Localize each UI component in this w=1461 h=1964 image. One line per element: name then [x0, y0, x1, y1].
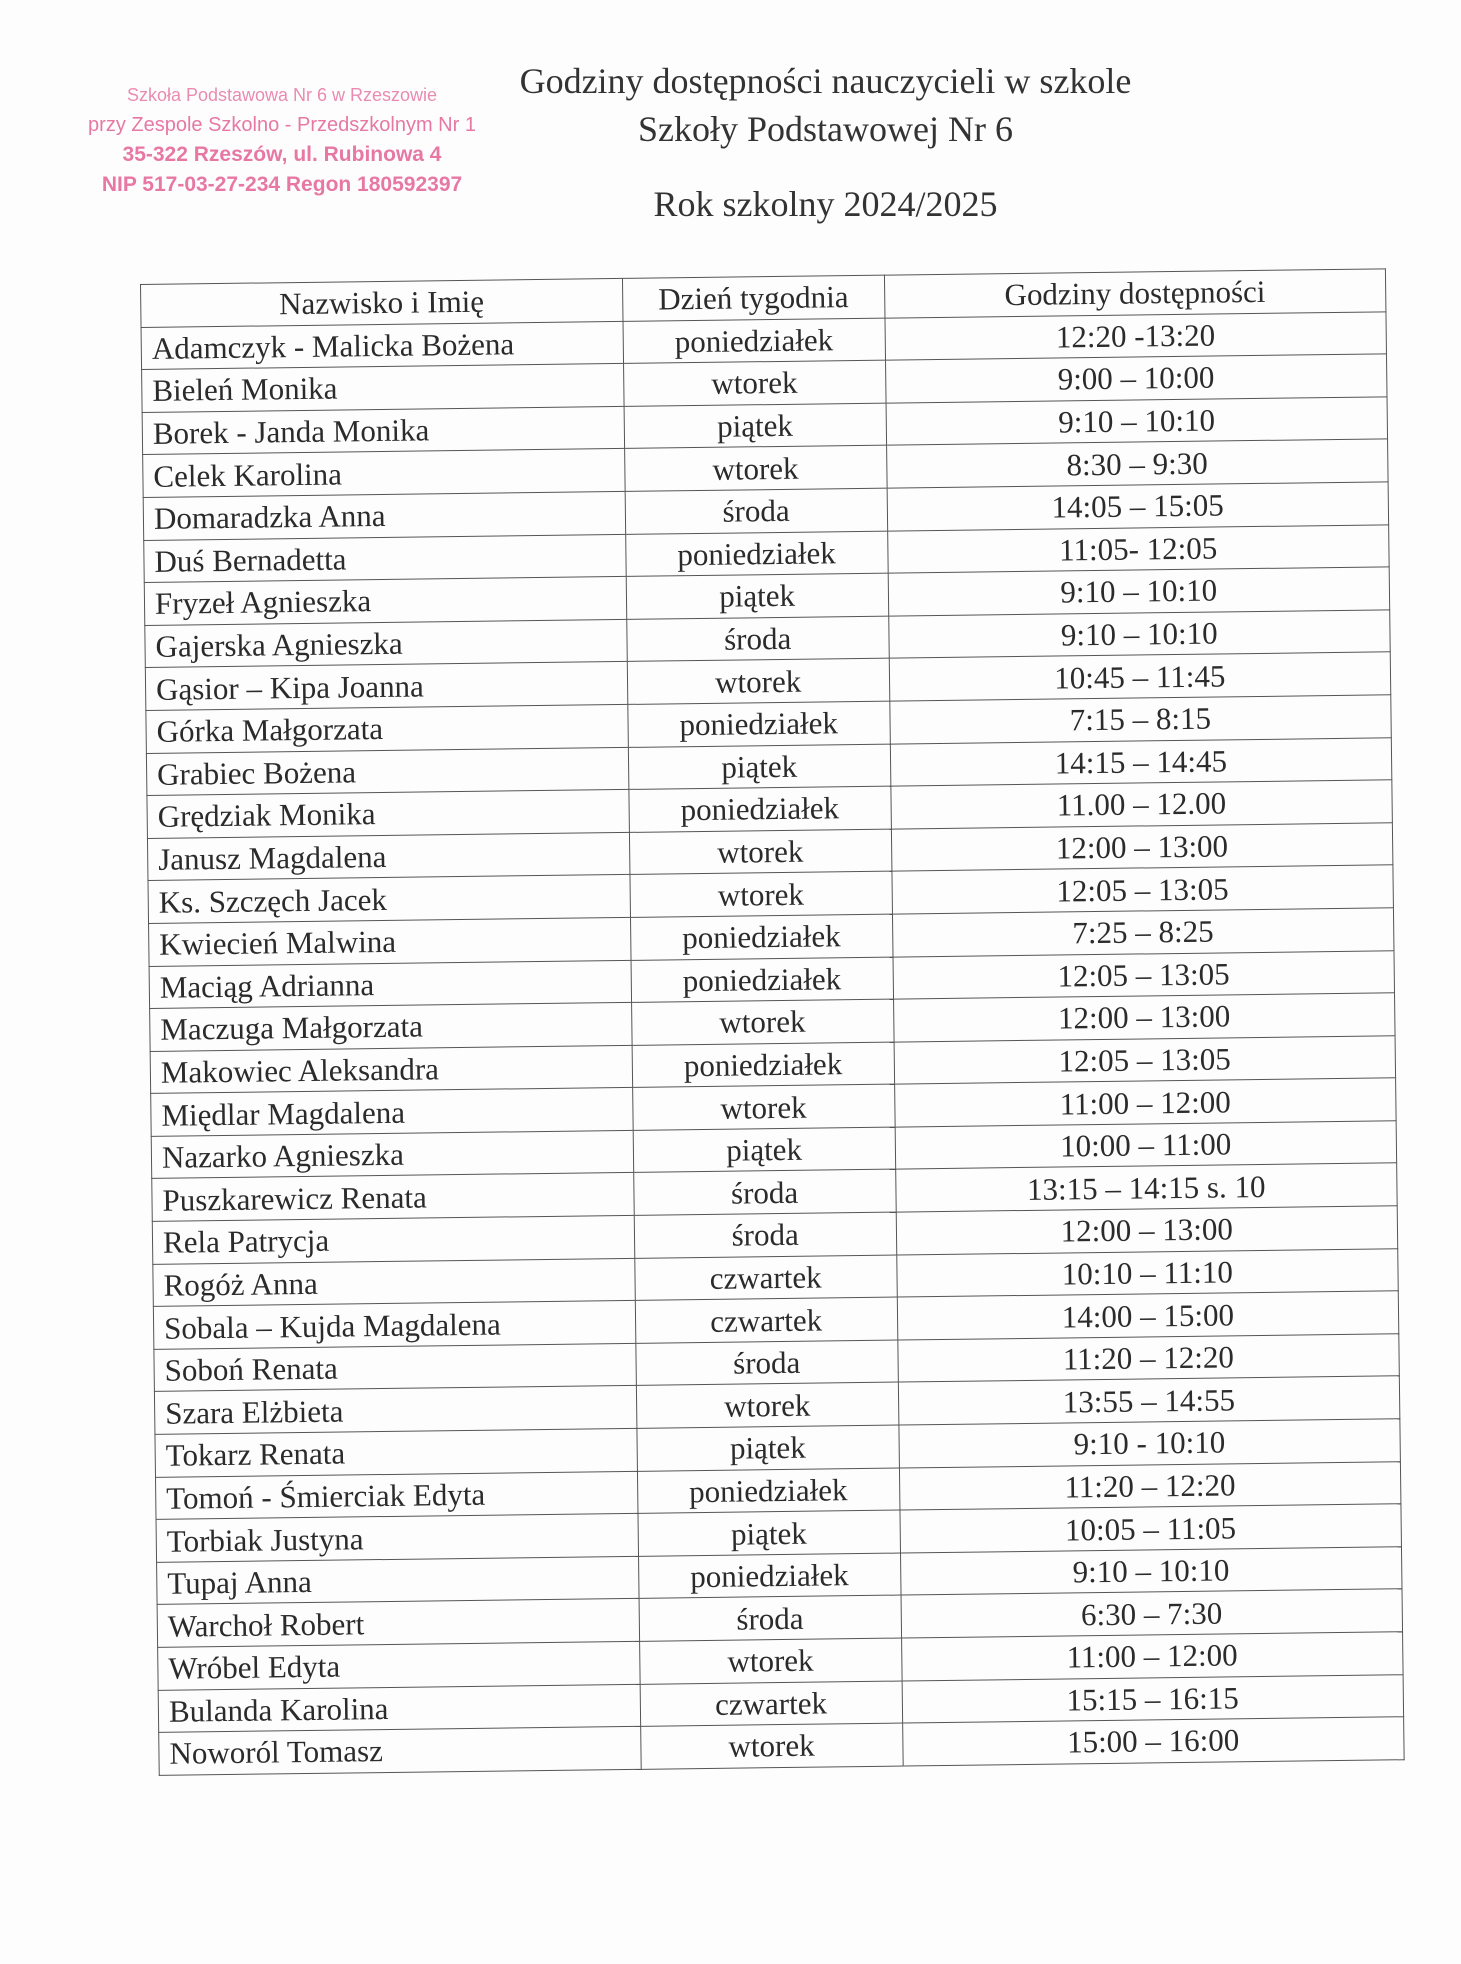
availability-table — [140, 268, 1405, 1775]
hours-cell: 9:10 - 10:10 — [898, 1419, 1400, 1468]
teacher-name-cell: Torbiak Justyna — [156, 1514, 638, 1563]
teacher-name-cell: Tokarz Renata — [155, 1428, 637, 1477]
weekday-cell: poniedziałek — [631, 957, 893, 1003]
teacher-name-cell: Rela Patrycja — [152, 1215, 634, 1264]
weekday-cell: piątek — [624, 403, 886, 449]
weekday-cell: środa — [634, 1212, 896, 1258]
teacher-name-cell: Borek - Janda Monika — [142, 406, 624, 455]
teacher-name-cell: Tupaj Anna — [157, 1556, 639, 1605]
hours-cell: 10:00 – 11:00 — [895, 1121, 1397, 1170]
hours-cell: 12:05 – 13:05 — [892, 865, 1394, 914]
weekday-cell: poniedziałek — [632, 1042, 894, 1088]
hours-cell: 14:05 – 15:05 — [887, 482, 1389, 531]
teacher-name-cell: Bieleń Monika — [142, 364, 624, 413]
teacher-name-cell: Maczuga Małgorzata — [150, 1002, 632, 1051]
hours-cell: 12:00 – 13:00 — [893, 993, 1395, 1042]
hours-cell: 9:10 – 10:10 — [900, 1547, 1402, 1596]
weekday-cell: wtorek — [631, 999, 893, 1045]
weekday-cell: poniedziałek — [623, 318, 885, 364]
hours-cell: 10:10 – 11:10 — [896, 1248, 1398, 1297]
hours-cell: 12:00 – 13:00 — [896, 1206, 1398, 1255]
school-year: Rok szkolny 2024/2025 — [653, 184, 998, 224]
teacher-name-cell: Górka Małgorzata — [146, 704, 628, 753]
hours-cell: 13:55 – 14:55 — [898, 1376, 1400, 1425]
stamp-line-school: Szkoła Podstawowa Nr 6 w Rzeszowie — [126, 85, 438, 105]
hours-cell: 9:10 – 10:10 — [886, 397, 1388, 446]
weekday-cell: środa — [636, 1340, 898, 1386]
weekday-cell: piątek — [633, 1127, 895, 1173]
weekday-cell: wtorek — [639, 1638, 901, 1684]
teacher-name-cell: Gąsior – Kipa Joanna — [145, 662, 627, 711]
weekday-cell: poniedziałek — [625, 531, 887, 577]
teacher-name-cell: Wróbel Edyta — [158, 1641, 640, 1690]
weekday-cell: wtorek — [623, 360, 885, 406]
weekday-cell: czwartek — [634, 1255, 896, 1301]
table-body — [141, 311, 1404, 1775]
hours-cell: 7:15 – 8:15 — [889, 695, 1391, 744]
teacher-name-cell: Ks. Szczęch Jacek — [148, 875, 630, 924]
teacher-name-cell: Noworól Tomasz — [159, 1727, 641, 1776]
weekday-cell: czwartek — [640, 1681, 902, 1727]
teacher-name-cell: Celek Karolina — [143, 449, 625, 498]
weekday-cell: piątek — [628, 744, 890, 790]
weekday-cell: wtorek — [640, 1723, 902, 1769]
teacher-name-cell: Tomoń - Śmierciak Edyta — [155, 1471, 637, 1520]
stamp-line-nip: NIP 517-03-27-234 Regon 180592397 — [101, 173, 463, 196]
weekday-cell: wtorek — [624, 446, 886, 492]
teacher-name-cell: Makowiec Aleksandra — [150, 1045, 632, 1094]
column-header-day: Dzień tygodnia — [622, 275, 884, 321]
weekday-cell: wtorek — [627, 658, 889, 704]
teacher-name-cell: Maciąg Adrianna — [149, 960, 631, 1009]
teacher-name-cell: Bulanda Karolina — [158, 1684, 640, 1733]
weekday-cell: piątek — [637, 1425, 899, 1471]
hours-cell: 11.00 – 12.00 — [890, 780, 1392, 829]
hours-cell: 12:05 – 13:05 — [894, 1035, 1396, 1084]
hours-cell: 11:05- 12:05 — [887, 524, 1389, 573]
weekday-cell: piątek — [626, 573, 888, 619]
hours-cell: 10:45 – 11:45 — [889, 652, 1391, 701]
weekday-cell: poniedziałek — [629, 786, 891, 832]
teacher-name-cell: Duś Bernadetta — [144, 534, 626, 583]
hours-cell: 13:15 – 14:15 s. 10 — [895, 1163, 1397, 1212]
teacher-name-cell: Fryzeł Agnieszka — [144, 577, 626, 626]
teacher-name-cell: Adamczyk - Malicka Bożena — [141, 321, 623, 370]
weekday-cell: wtorek — [630, 871, 892, 917]
weekday-cell: środa — [639, 1595, 901, 1641]
weekday-cell: poniedziałek — [630, 914, 892, 960]
stamp-line-address: 35-322 Rzeszów, ul. Rubinowa 4 — [122, 143, 442, 166]
teacher-name-cell: Grabiec Bożena — [146, 747, 628, 796]
weekday-cell: poniedziałek — [637, 1468, 899, 1514]
hours-cell: 15:15 – 16:15 — [902, 1674, 1404, 1723]
hours-cell: 14:15 – 14:45 — [890, 737, 1392, 786]
weekday-cell: wtorek — [632, 1084, 894, 1130]
hours-cell: 12:20 -13:20 — [885, 311, 1387, 360]
weekday-cell: piątek — [638, 1510, 900, 1556]
hours-cell: 7:25 – 8:25 — [892, 908, 1394, 957]
weekday-cell: środa — [625, 488, 887, 534]
weekday-cell: poniedziałek — [628, 701, 890, 747]
teacher-name-cell: Gajerska Agnieszka — [145, 619, 627, 668]
teacher-name-cell: Nazarko Agnieszka — [151, 1130, 633, 1179]
document-title: Godziny dostępności nauczycieli w szkole — [519, 61, 1132, 101]
teacher-name-cell: Soboń Renata — [154, 1343, 636, 1392]
hours-cell: 11:00 – 12:00 — [901, 1632, 1403, 1681]
hours-cell: 9:00 – 10:00 — [885, 354, 1387, 403]
weekday-cell: środa — [626, 616, 888, 662]
column-header-hours: Godziny dostępności — [884, 269, 1386, 318]
weekday-cell: czwartek — [635, 1297, 897, 1343]
hours-cell: 9:10 – 10:10 — [888, 567, 1390, 616]
hours-cell: 11:00 – 12:00 — [894, 1078, 1396, 1127]
teacher-name-cell: Szara Elżbieta — [154, 1386, 636, 1435]
teacher-name-cell: Grędziak Monika — [147, 790, 629, 839]
teacher-name-cell: Kwiecień Malwina — [149, 917, 631, 966]
hours-cell: 12:00 – 13:00 — [891, 823, 1393, 872]
teacher-name-cell: Sobala – Kujda Magdalena — [153, 1301, 635, 1350]
weekday-cell: poniedziałek — [638, 1553, 900, 1599]
hours-cell: 6:30 – 7:30 — [901, 1589, 1403, 1638]
hours-cell: 8:30 – 9:30 — [886, 439, 1388, 488]
document-subtitle: Szkoły Podstawowej Nr 6 — [638, 109, 1013, 149]
teacher-name-cell: Puszkarewicz Renata — [152, 1173, 634, 1222]
hours-cell: 9:10 – 10:10 — [888, 610, 1390, 659]
hours-cell: 11:20 – 12:20 — [899, 1461, 1401, 1510]
teacher-name-cell: Janusz Magdalena — [147, 832, 629, 881]
stamp-line-complex: przy Zespole Szkolno - Przedszkolnym Nr 1 — [88, 114, 476, 136]
hours-cell: 11:20 – 12:20 — [897, 1334, 1399, 1383]
teacher-name-cell: Warchoł Robert — [157, 1599, 639, 1648]
teacher-name-cell: Międlar Magdalena — [151, 1088, 633, 1137]
hours-cell: 12:05 – 13:05 — [893, 950, 1395, 999]
weekday-cell: środa — [633, 1170, 895, 1216]
column-header-name: Nazwisko i Imię — [141, 278, 623, 327]
hours-cell: 14:00 – 15:00 — [897, 1291, 1399, 1340]
teacher-name-cell: Domaradzka Anna — [143, 491, 625, 540]
hours-cell: 15:00 – 16:00 — [902, 1717, 1404, 1766]
hours-cell: 10:05 – 11:05 — [900, 1504, 1402, 1553]
weekday-cell: wtorek — [629, 829, 891, 875]
weekday-cell: wtorek — [636, 1382, 898, 1428]
teacher-name-cell: Rogóż Anna — [153, 1258, 635, 1307]
